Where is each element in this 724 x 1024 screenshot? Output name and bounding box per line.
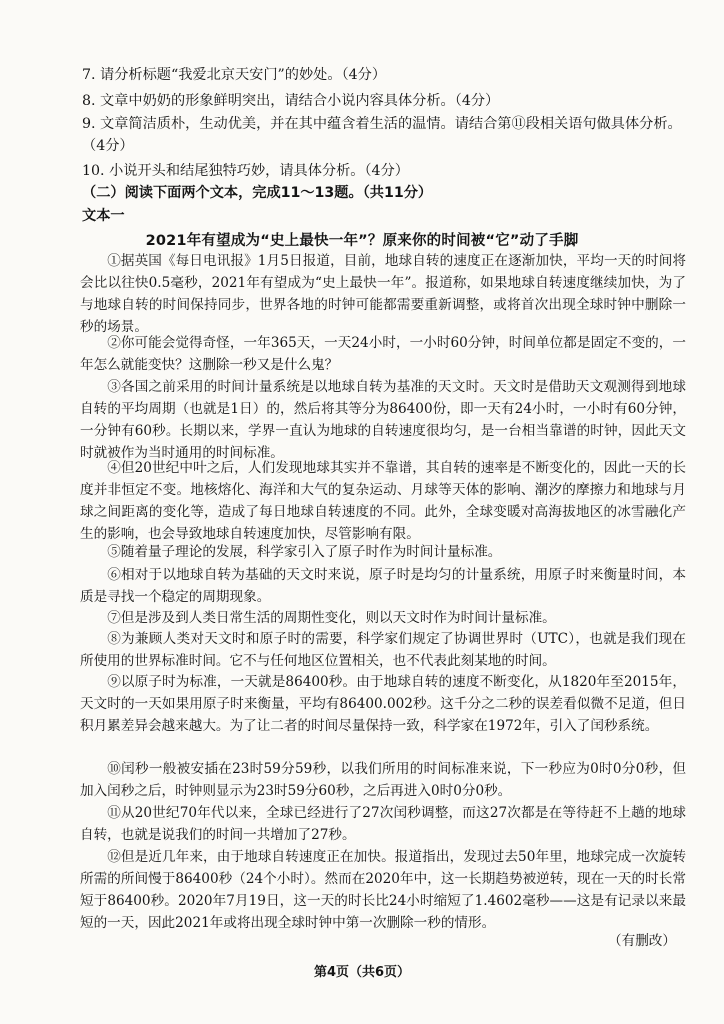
text-label: 文本一: [82, 208, 125, 224]
question-8: 8. 文章中奶奶的形象鲜明突出，请结合小说内容具体分析。（4分）: [82, 93, 500, 109]
question-7: 7. 请分析标题“我爱北京天安门”的妙处。（4分）: [82, 67, 387, 83]
paragraph-2: ②你可能会觉得奇怪，一年365天，一天24小时，一小时60分钟，时间单位都是固定不变的，一年怎么就能变快？这删除一秒又是什么鬼？: [80, 335, 686, 373]
page-footer: 第4页（共6页）: [313, 965, 411, 980]
paragraph-11: ⑪从20世纪70年代以来，全球已经进行了27次闰秒调整，而这27次都是在等待赶不上趟的地球自转，也就是说我们的时间一共增加了27秒。: [80, 805, 686, 843]
paragraph-5: ⑤随着量子理论的发展，科学家引入了原子时作为时间计量标准。: [107, 544, 502, 560]
source-note: （有删改）: [608, 933, 676, 949]
paragraph-4: ④但20世纪中叶之后，人们发现地球其实并不靠谱，其自转的速率是不断变化的，因此一天的长度并非恒定不变。地核熔化、海洋和大气的复杂运动、月球等天体的影响、潮汐的摩擦力和地球与月球之间距离的变化等，造成了每日地球自转速度的不同。此外，全球变暖对高海拔地区的冰雪融化产生的影响，也会导致地球自转速度加快，尽管影响有限。: [80, 460, 686, 542]
question-9: 9. 文章简洁质朴，生动优美，并在其中蕴含着生活的温情。请结合第⑪段相关语句做具体分析。（4分）: [82, 116, 682, 154]
paragraph-9: ⑨以原子时为标准，一天就是86400秒。由于地球自转的速度不断变化，从1820年至2015年，天文时的一天如果用原子时来衡量，平均有86400.002秒。这千分之二秒的误差看似微不足道，但日积月累差异会越来越大。为了让二者的时间尽量保持一致，科学家在1972年，引入了闰秒系统。: [80, 674, 686, 734]
paragraph-12: ⑫但是近几年来，由于地球自转速度正在加快。报道指出，发现过去50年里，地球完成一次旋转所需的所间慢于86400秒（24个小时）。然而在2020年中，这一长期趋势被逆转，现在一天的时长常短于86400秒。2020年7月19日，这一天的时长比24小时缩短了1.4602毫秒——这是有记录以来最短的一天，因此2021年或将出现全球时钟中第一次删除一秒的情形。: [80, 849, 686, 931]
paragraph-10: ⑩闰秒一般被安插在23时59分59秒，以我们所用的时间标准来说，下一秒应为0时0分0秒，但加入闰秒之后，时钟则显示为23时59分60秒，之后再进入0时0分0秒。: [80, 761, 686, 799]
paragraph-1: ①据英国《每日电讯报》1月5日报道，目前，地球自转的速度正在逐渐加快，平均一天的时间将会比以往快0.5毫秒，2021年有望成为“史上最快一年”。报道称，如果地球自转速度继续加快，为了与地球自转的时间保持同步，世界各地的时钟可能都需要重新调整，或将首次出现全球时钟中删除一秒的场景。: [80, 253, 686, 335]
paragraph-8: ⑧为兼顾人类对天文时和原子时的需要，科学家们规定了协调世界时（UTC），也就是我们现在所使用的世界标准时间。它不与任何地区位置相关，也不代表此刻某地的时间。: [80, 631, 686, 669]
section-heading: （二）阅读下面两个文本，完成11～13题。（共11分）: [82, 185, 433, 201]
paragraph-3: ③各国之前采用的时间计量系统是以地球自转为基准的天文时。天文时是借助天文观测得到地球自转的平均周期（也就是1日）的，然后将其等分为86400份，即一天有24小时，一小时有60分钟，一分钟有60秒。长期以来，学界一直认为地球的自转速度很均匀，是一台相当靠谱的时钟，因此天文时就被作为当时通用的时间标准。: [80, 379, 686, 461]
paragraph-6: ⑥相对于以地球自转为基础的天文时来说，原子时是均匀的计量系统，用原子时来衡量时间，本质是寻找一个稳定的周期现象。: [80, 567, 686, 605]
article-title: 2021年有望成为“史上最快一年”？原来你的时间被“它”动了手脚: [145, 233, 579, 249]
question-10: 10. 小说开头和结尾独特巧妙，请具体分析。（4分）: [82, 163, 409, 179]
paragraph-7: ⑦但是涉及到人类日常生活的周期性变化，则以天文时作为时间计量标准。: [107, 610, 556, 626]
